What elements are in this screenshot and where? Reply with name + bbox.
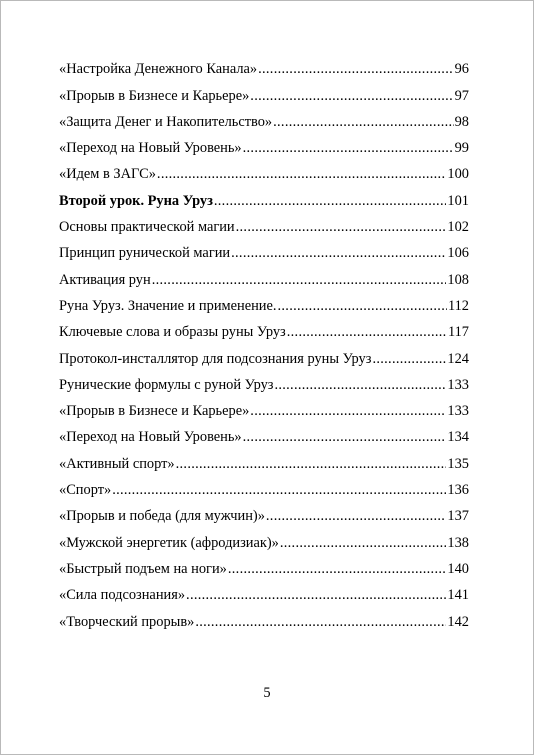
toc-entry-title: «Переход на Новый Уровень» — [59, 140, 242, 157]
toc-entry-page: 101 — [447, 192, 469, 209]
toc-dot-leader — [236, 218, 447, 236]
toc-entry[interactable] — [59, 210, 469, 236]
toc-entry-page: 134 — [447, 429, 469, 446]
toc-entry-title: «Прорыв и победа (для мужчин)» — [59, 508, 265, 525]
toc-entry-title: Основы практической магии — [59, 219, 235, 236]
toc-dot-leader — [243, 428, 447, 446]
toc-entry-page: 112 — [447, 297, 469, 314]
toc-entry-title: «Спорт» — [59, 482, 112, 499]
toc-entry[interactable] — [59, 446, 469, 472]
toc-entry[interactable] — [59, 499, 469, 525]
toc-entry[interactable] — [59, 262, 469, 288]
toc-entry-title: Второй урок. Руна Уруз — [59, 192, 213, 209]
toc-entry[interactable] — [59, 604, 469, 630]
toc-entry-page: 108 — [447, 271, 469, 288]
toc-dot-leader — [157, 165, 446, 183]
toc-entry-title: Протокол-инсталлятор для подсознания руны Уруз — [59, 350, 372, 367]
toc-entry-title: Активация рун — [59, 271, 151, 288]
toc-entry[interactable] — [59, 341, 469, 367]
toc-entry-page: 136 — [447, 482, 469, 499]
toc-entry-title: «Быстрый подъем на ноги» — [59, 560, 227, 577]
toc-entry-page: 142 — [447, 613, 469, 630]
toc-entry-title: «Защита Денег и Накопительство» — [59, 113, 273, 130]
toc-entry-page: 102 — [447, 219, 469, 236]
toc-entry-page: 135 — [447, 455, 469, 472]
toc-entry-page: 98 — [454, 113, 469, 130]
toc-dot-leader — [214, 192, 447, 210]
toc-entry[interactable] — [59, 552, 469, 578]
toc-dot-leader — [186, 586, 446, 604]
toc-dot-leader — [278, 297, 447, 315]
toc-entry[interactable] — [59, 236, 469, 262]
toc-entry-page: 97 — [454, 87, 469, 104]
toc-entry[interactable] — [59, 420, 469, 446]
toc-entry[interactable] — [59, 52, 469, 78]
toc-entry-page: 137 — [447, 508, 469, 525]
toc-entry-page: 133 — [447, 403, 469, 420]
toc-entry-title: Рунические формулы с руной Уруз — [59, 376, 274, 393]
toc-entry[interactable] — [59, 578, 469, 604]
toc-entry[interactable] — [59, 394, 469, 420]
toc-entry-title: Руна Уруз. Значение и применение. — [59, 297, 277, 314]
toc-dot-leader — [250, 87, 453, 105]
toc-entry-page: 96 — [454, 61, 469, 78]
toc-entry-page: 133 — [447, 376, 469, 393]
toc-entry-page: 106 — [447, 245, 469, 262]
toc-entry[interactable] — [59, 131, 469, 157]
toc-entry-page: 99 — [454, 140, 469, 157]
toc-entry-page: 141 — [447, 587, 469, 604]
toc-dot-leader — [280, 534, 447, 552]
toc-entry-title: «Переход на Новый Уровень» — [59, 429, 242, 446]
toc-entry-title: «Настройка Денежного Канала» — [59, 61, 258, 78]
toc-entry-page: 117 — [447, 324, 469, 341]
toc-dot-leader — [231, 244, 446, 262]
toc-entry[interactable] — [59, 525, 469, 551]
toc-entry[interactable] — [59, 473, 469, 499]
toc-entry-page: 124 — [447, 350, 469, 367]
toc-entry-title: «Идем в ЗАГС» — [59, 166, 156, 183]
table-of-contents — [59, 52, 469, 631]
toc-entry-title: «Мужской энергетик (афродизиак)» — [59, 534, 279, 551]
toc-entry-page: 138 — [447, 534, 469, 551]
toc-dot-leader — [273, 113, 453, 131]
toc-dot-leader — [195, 613, 446, 631]
toc-dot-leader — [112, 481, 446, 499]
toc-entry[interactable] — [59, 78, 469, 104]
toc-dot-leader — [266, 507, 447, 525]
toc-entry[interactable] — [59, 315, 469, 341]
toc-entry-title: «Прорыв в Бизнесе и Карьере» — [59, 403, 250, 420]
toc-entry[interactable] — [59, 368, 469, 394]
toc-dot-leader — [152, 271, 447, 289]
toc-entry-page: 140 — [447, 560, 469, 577]
toc-dot-leader — [287, 323, 447, 341]
toc-entry-title: Принцип рунической магии — [59, 245, 231, 262]
page-number: 5 — [263, 685, 271, 701]
toc-dot-leader — [250, 402, 446, 420]
toc-entry-title: «Прорыв в Бизнесе и Карьере» — [59, 87, 250, 104]
toc-dot-leader — [258, 60, 454, 78]
toc-dot-leader — [228, 560, 447, 578]
toc-dot-leader — [176, 455, 447, 473]
toc-entry[interactable] — [59, 105, 469, 131]
toc-entry-title: «Творческий прорыв» — [59, 613, 195, 630]
toc-entry[interactable] — [59, 157, 469, 183]
toc-entry-title: «Активный спорт» — [59, 455, 175, 472]
toc-entry-title: Ключевые слова и образы руны Уруз — [59, 324, 286, 341]
toc-dot-leader — [372, 350, 446, 368]
toc-dot-leader — [274, 376, 446, 394]
toc-entry-page: 100 — [447, 166, 469, 183]
toc-entry[interactable] — [59, 289, 469, 315]
toc-dot-leader — [243, 139, 454, 157]
toc-entry[interactable] — [59, 183, 469, 209]
toc-entry-title: «Сила подсознания» — [59, 587, 186, 604]
